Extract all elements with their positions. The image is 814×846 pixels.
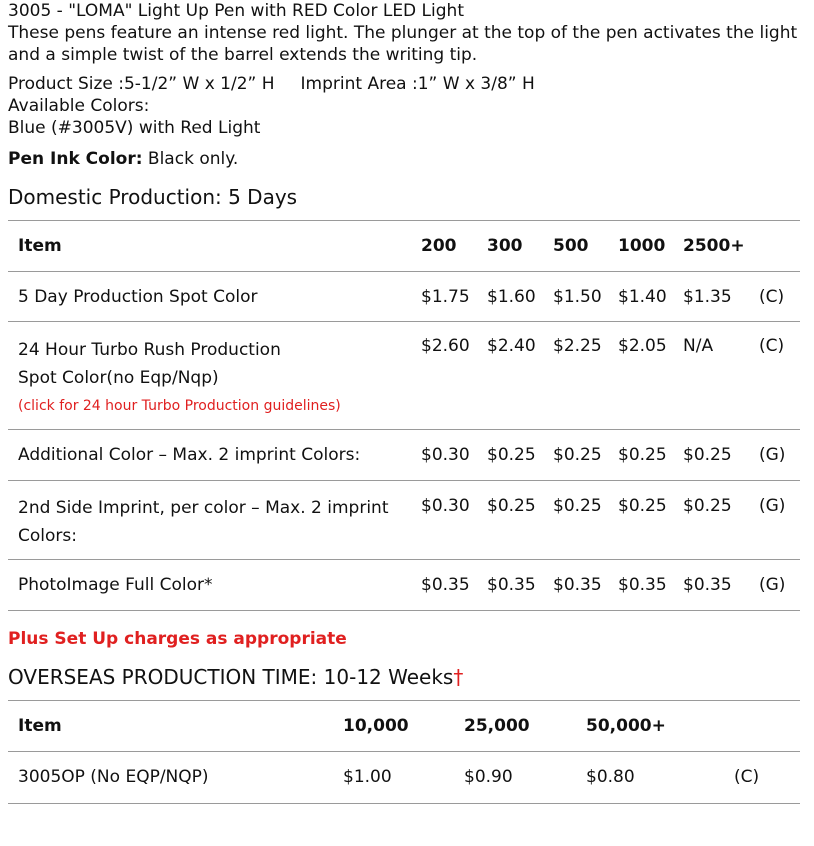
price-cell: $0.25	[618, 496, 667, 516]
price-cell: $0.35	[683, 575, 732, 595]
available-colors-value: Blue (#3005V) with Red Light	[8, 118, 261, 138]
price-cell: $0.35	[421, 575, 470, 595]
header-qty: 500	[553, 236, 589, 256]
row-item-name-line1: 24 Hour Turbo Rush Production	[18, 340, 281, 360]
price-cell: $0.25	[683, 445, 732, 465]
charge-code: (G)	[759, 575, 786, 595]
product-page	[8, 0, 808, 804]
price-cell: $1.60	[487, 287, 536, 307]
price-cell: $2.60	[421, 336, 470, 356]
table-row	[8, 560, 800, 611]
header-qty: 25,000	[464, 716, 530, 736]
charge-code: (C)	[759, 287, 785, 307]
price-cell: $0.25	[487, 445, 536, 465]
table-row	[8, 430, 800, 481]
table-header-row	[8, 221, 800, 272]
price-cell: $0.25	[553, 496, 602, 516]
price-cell: $0.90	[464, 767, 513, 787]
price-cell: $2.05	[618, 336, 667, 356]
price-cell: $0.25	[487, 496, 536, 516]
overseas-price-table	[8, 700, 800, 804]
header-item: Item	[18, 236, 62, 256]
overseas-heading-text: OVERSEAS PRODUCTION TIME: 10-12 Weeks	[8, 665, 454, 689]
row-item-name-line1: 2nd Side Imprint, per color – Max. 2 imprint	[18, 498, 389, 518]
price-cell: $0.80	[586, 767, 635, 787]
table-row	[8, 481, 800, 560]
header-qty: 50,000+	[586, 716, 666, 736]
price-cell: $0.25	[618, 445, 667, 465]
charge-code: (G)	[759, 496, 786, 516]
header-code	[734, 701, 800, 752]
product-size: Product Size :5-1/2” W x 1/2” H	[8, 74, 275, 94]
imprint-area: Imprint Area :1” W x 3/8” H	[300, 74, 535, 94]
product-title: 3005 - "LOMA" Light Up Pen with RED Color LED Light	[8, 1, 464, 21]
price-cell: $1.35	[683, 287, 732, 307]
row-item-name: Additional Color – Max. 2 imprint Colors:	[18, 445, 361, 465]
header-qty: 10,000	[343, 716, 409, 736]
available-colors-label: Available Colors:	[8, 96, 150, 116]
header-qty: 300	[487, 236, 523, 256]
pen-ink-label: Pen Ink Color:	[8, 149, 143, 169]
price-cell: $0.30	[421, 445, 470, 465]
price-cell: $0.35	[553, 575, 602, 595]
dagger-mark: †	[453, 665, 464, 689]
price-cell: $1.75	[421, 287, 470, 307]
price-cell: $1.50	[553, 287, 602, 307]
row-item-name-line2: Colors:	[18, 526, 77, 546]
price-cell: $1.00	[343, 767, 392, 787]
pen-ink-color	[8, 148, 808, 170]
turbo-guidelines-link[interactable]: (click for 24 hour Turbo Production guidelines)	[18, 398, 341, 414]
header-qty: 1000	[618, 236, 666, 256]
row-item-name	[8, 481, 421, 560]
price-cell: $0.25	[553, 445, 602, 465]
domestic-price-table	[8, 220, 800, 611]
table-row	[8, 752, 800, 804]
table-row	[8, 322, 800, 430]
price-cell: $0.25	[683, 496, 732, 516]
price-cell: $2.40	[487, 336, 536, 356]
table-row	[8, 272, 800, 322]
price-cell: $2.25	[553, 336, 602, 356]
setup-charges-note: Plus Set Up charges as appropriate	[8, 629, 347, 649]
row-item-name-line2: Spot Color(no Eqp/Nqp)	[18, 368, 219, 388]
header-qty: 2500+	[683, 236, 745, 256]
table-header-row	[8, 701, 800, 752]
overseas-heading	[8, 664, 808, 690]
header-code	[759, 221, 800, 272]
price-cell: $0.35	[487, 575, 536, 595]
price-cell: N/A	[683, 336, 714, 356]
row-item-name	[8, 322, 421, 430]
product-description: These pens feature an intense red light. The plunger at the top of the pen activates the light and a simple twist of the barrel extends the writing tip.	[8, 23, 798, 65]
pen-ink-value: Black only.	[142, 149, 239, 169]
header-qty: 200	[421, 236, 457, 256]
price-cell: $0.35	[618, 575, 667, 595]
price-cell: $1.40	[618, 287, 667, 307]
domestic-heading: Domestic Production: 5 Days	[8, 185, 298, 209]
charge-code: (C)	[759, 336, 785, 356]
row-item-name: 3005OP (No EQP/NQP)	[18, 767, 209, 787]
row-item-name: 5 Day Production Spot Color	[18, 287, 258, 307]
charge-code: (G)	[759, 445, 786, 465]
header-item: Item	[18, 716, 62, 736]
price-cell: $0.30	[421, 496, 470, 516]
charge-code: (C)	[734, 767, 760, 787]
row-item-name: PhotoImage Full Color*	[18, 575, 213, 595]
product-specs	[8, 73, 808, 95]
